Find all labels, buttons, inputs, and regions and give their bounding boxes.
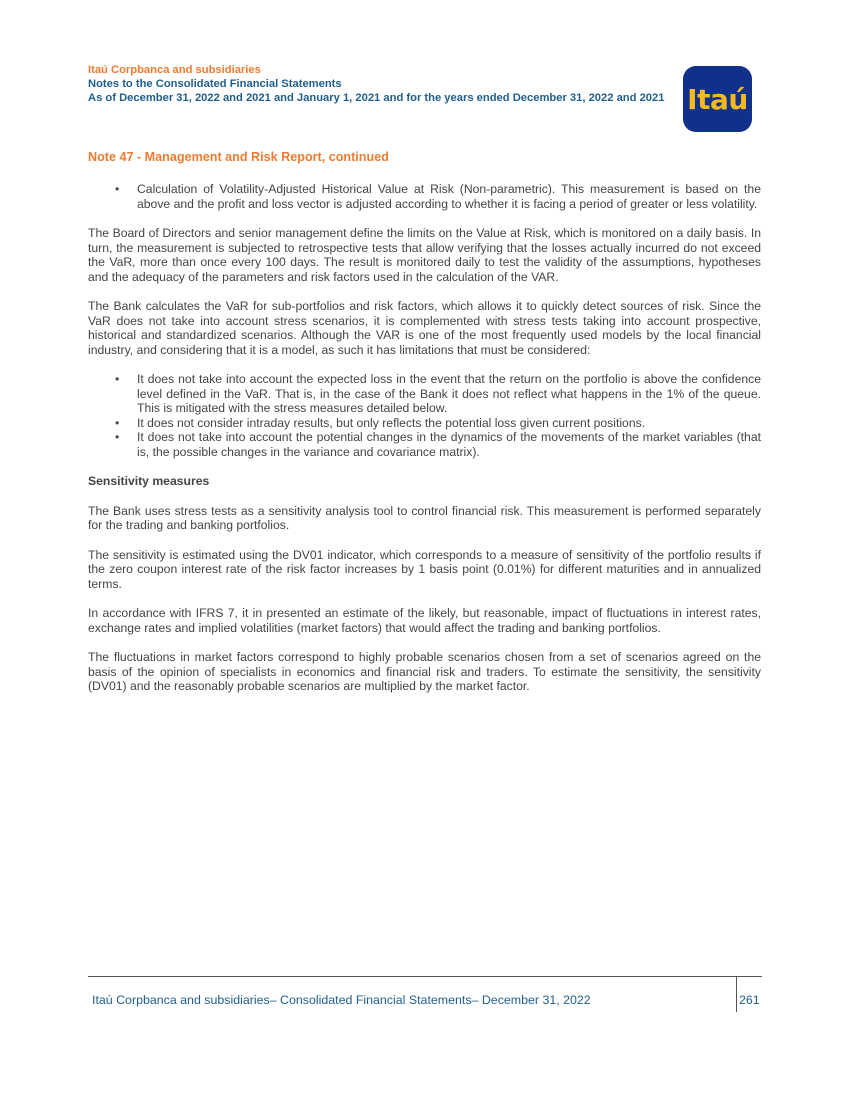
paragraph: In accordance with IFRS 7, it in presented an estimate of the likely, but reasonable, impact of fluctuations in interest rates, exchange rates and implied volatilities (market factors) that would affect the trading and banking portfolios. (88, 606, 761, 635)
footer-divider (88, 976, 762, 977)
list-item: • It does not take into account the expected loss in the event that the return on the portfolio is above the confidence level defined in the VaR. That is, in the case of the Bank it does not reflect what happens in the 1% of the queue. This is mitigated with the stress measures detailed below. (137, 372, 761, 416)
paragraph: The Bank calculates the VaR for sub-portfolios and risk factors, which allows it to quickly detect sources of risk. Since the VaR does not take into account stress scenarios, it is complemented with stress tests taking into account prospective, historical and standardized scenarios. Although the VAR is one of the most frequently used models by the local financial industry, and considering that it is a model, as such it has limitations that must be considered: (88, 299, 761, 357)
body-content (88, 182, 761, 709)
header-company: Itaú Corpbanca and subsidiaries (88, 64, 261, 76)
footer-page-separator (736, 976, 737, 1012)
list-item: • It does not consider intraday results, but only reflects the potential loss given current positions. (137, 416, 761, 431)
paragraph: The fluctuations in market factors correspond to highly probable scenarios chosen from a set of scenarios agreed on the basis of the opinion of specialists in economics and financial risk and traders. To estimate the sensitivity, the sensitivity (DV01) and the reasonably probable scenarios are multiplied by the market factor. (88, 650, 761, 693)
logo-text: Itaú (687, 82, 748, 116)
section-heading-sensitivity: Sensitivity measures (88, 474, 210, 488)
list-item: • It does not take into account the potential changes in the dynamics of the movements of the market variables (that is, the possible changes in the variance and covariance matrix). (137, 430, 761, 459)
paragraph: The sensitivity is estimated using the DV01 indicator, which corresponds to a measure of sensitivity of the portfolio results if the zero coupon interest rate of the risk factor increases by 1 basis point (0.01%) for different maturities and in annualized terms. (88, 547, 761, 591)
itau-logo (683, 66, 752, 132)
note-title: Note 47 - Management and Risk Report, continued (88, 150, 389, 164)
bullet-list-top (88, 182, 761, 211)
header-period: As of December 31, 2022 and 2021 and January 1, 2021 and for the years ended December 31, 2022 and 2021 (88, 92, 665, 105)
header-doc-title: Notes to the Consolidated Financial Statements (88, 78, 342, 91)
list-item: • Calculation of Volatility-Adjusted Historical Value at Risk (Non-parametric). This measurement is based on the above and the profit and loss vector is adjusted according to whether it is facing a period of greater or less volatility. (137, 182, 761, 211)
paragraph: The Bank uses stress tests as a sensitivity analysis tool to control financial risk. This measurement is performed separately for the trading and banking portfolios. (88, 503, 761, 532)
page-number: 261 (739, 993, 760, 1007)
bullet-list-limitations (88, 372, 761, 459)
paragraph: The Board of Directors and senior management define the limits on the Value at Risk, which is monitored on a daily basis. In turn, the measurement is subjected to retrospective tests that allow verifying that the losses actually incurred do not exceed the VaR, more than once every 100 days. The result is monitored daily to test the validity of the assumptions, hypotheses and the adequacy of the parameters and risk factors used in the calculation of the VAR. (88, 226, 761, 284)
footer-text: Itaú Corpbanca and subsidiaries– Consolidated Financial Statements– December 31, 2022 (92, 993, 591, 1007)
page-header (88, 63, 678, 106)
